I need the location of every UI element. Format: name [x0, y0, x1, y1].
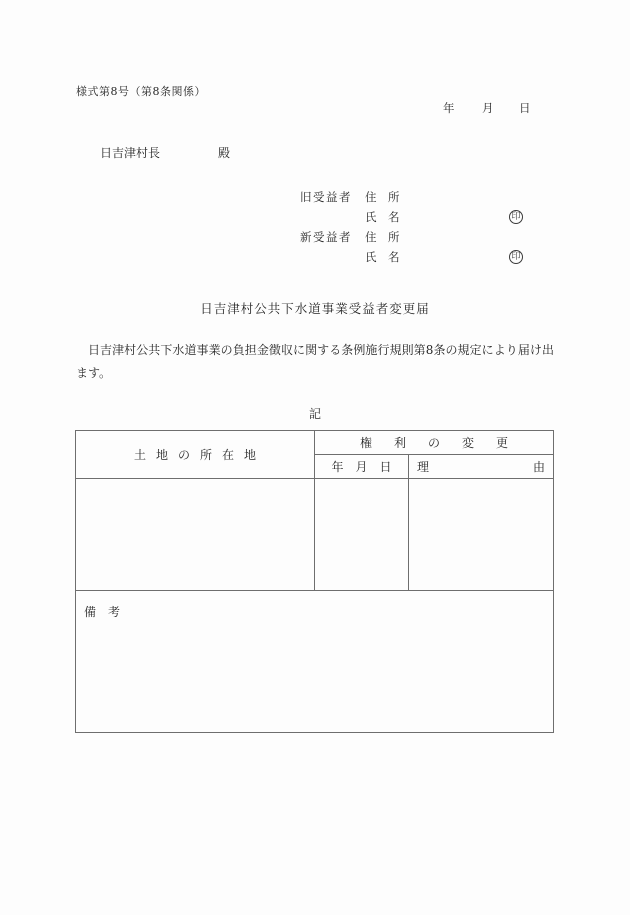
- new-beneficiary-address-row: [300, 229, 540, 249]
- old-beneficiary-label: 旧受益者: [300, 190, 352, 204]
- table-header-reason: [409, 455, 553, 479]
- rights-change-header-label: 権利の変更: [359, 436, 530, 450]
- change-reason-cell: [409, 479, 553, 591]
- date-year-label: 年: [443, 101, 455, 115]
- addressee-line: [100, 144, 230, 161]
- document-title: 日吉津村公共下水道事業受益者変更届: [200, 301, 430, 316]
- beneficiary-block: [300, 189, 540, 269]
- form-number: 様式第8号（第8条関係）: [76, 85, 206, 98]
- remarks-label: 備 考: [84, 605, 121, 619]
- table-header-change-date: [315, 455, 409, 479]
- old-beneficiary-address-row: [300, 189, 540, 209]
- table-header-land-location: [76, 431, 315, 479]
- change-date-cell: [315, 479, 409, 591]
- land-location-cell: [76, 479, 315, 591]
- land-location-header-label: 土地の所在地: [133, 448, 266, 462]
- name-label: 氏 名: [365, 210, 400, 224]
- new-beneficiary-name-row: [300, 249, 540, 269]
- change-date-header-label: 年 月 日: [331, 460, 392, 474]
- addressee-honorific: 殿: [218, 146, 231, 160]
- reason-header-left-char: 理: [417, 460, 430, 474]
- date-month-label: 月: [482, 101, 494, 115]
- new-beneficiary-label: 新受益者: [300, 230, 352, 244]
- reason-header-right-char: 由: [532, 460, 545, 474]
- seal-icon: 印: [509, 210, 523, 224]
- remarks-cell: [76, 591, 553, 732]
- record-marker: 記: [308, 407, 321, 421]
- old-beneficiary-name-row: [300, 209, 540, 229]
- addressee-title: 日吉津村長: [100, 146, 161, 160]
- date-day-label: 日: [519, 101, 531, 115]
- table-header-rights-change: [315, 431, 553, 455]
- address-label: 住 所: [365, 230, 400, 244]
- name-label: 氏 名: [365, 250, 400, 264]
- body-paragraph: 日吉津村公共下水道事業の負担金徴収に関する条例施行規則第8条の規定により届け出ます。: [76, 343, 554, 380]
- seal-icon: 印: [509, 250, 523, 264]
- change-table: [75, 430, 554, 733]
- address-label: 住 所: [365, 190, 400, 204]
